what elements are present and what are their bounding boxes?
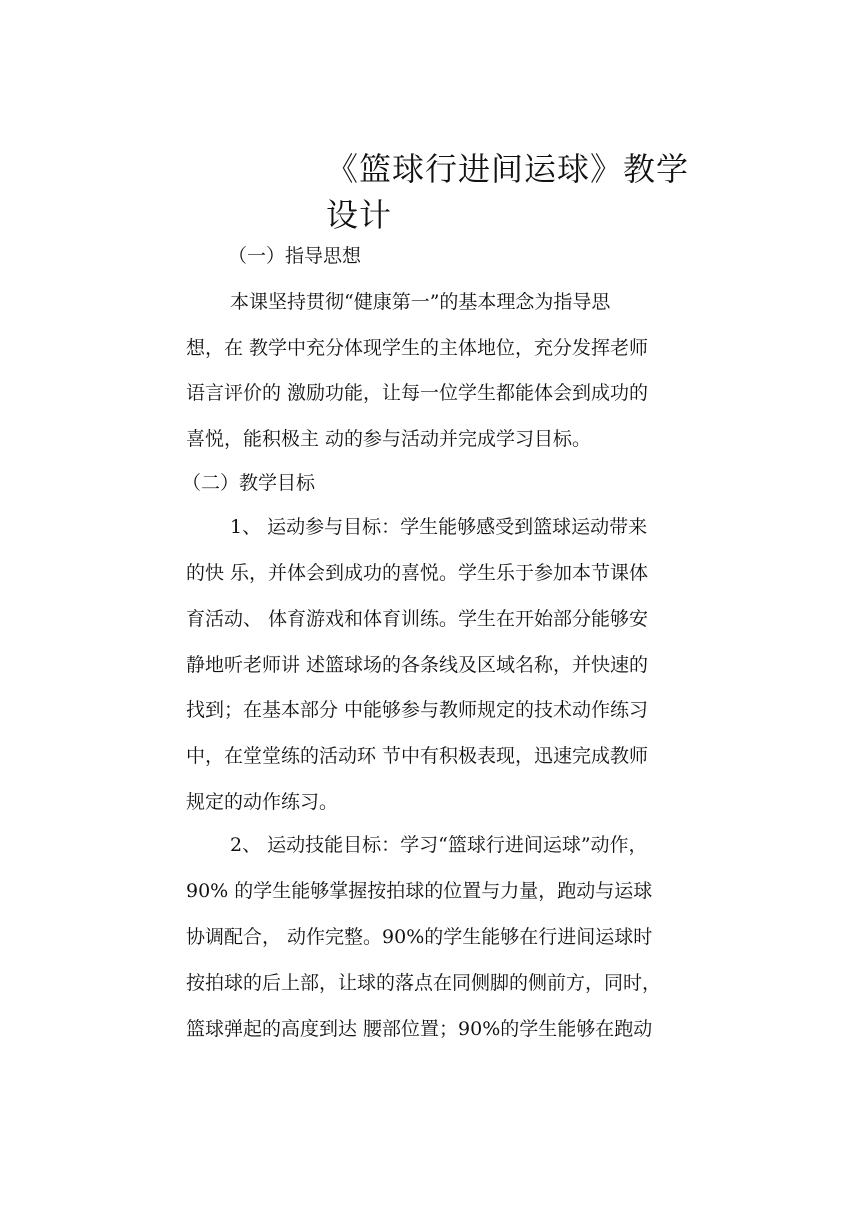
- paragraph-line: 规定的动作练习。: [186, 791, 339, 813]
- paragraph-line: 育活动、 体育游戏和体育训练。学生在开始部分能够安: [186, 608, 649, 630]
- paragraph-line: 的快 乐，并体会到成功的喜悦。学生乐于参加本节课体: [186, 562, 649, 584]
- paragraph-line: 按拍球的后上部，让球的落点在同侧脚的侧前方，同时，: [186, 972, 662, 994]
- paragraph-line: 1、 运动参与目标：学生能够感受到篮球运动带来: [230, 516, 648, 538]
- section-heading-teaching-objectives: （二）教学目标: [182, 472, 316, 494]
- title-line-2: 设计: [326, 196, 393, 234]
- paragraph-line: 语言评价的 激励功能，让每一位学生都能体会到成功的: [186, 382, 649, 404]
- paragraph-line: 篮球弹起的高度到达 腰部位置；90%的学生能够在跑动: [186, 1018, 653, 1040]
- section-heading-guiding-ideology: （一）指导思想: [228, 245, 362, 267]
- paragraph-line: 想，在 教学中充分体现学生的主体地位，充分发挥老师: [186, 337, 649, 359]
- title-line-1: 《篮球行进间运球》教学: [326, 150, 690, 188]
- paragraph-line: 本课坚持贯彻“健康第一”的基本理念为指导思: [230, 291, 611, 313]
- paragraph-line: 喜悦，能积极主 动的参与活动并完成学习目标。: [186, 428, 592, 450]
- paragraph-line: 2、 运动技能目标：学习“篮球行进间运球”动作，: [230, 834, 648, 856]
- document-title: [326, 146, 690, 238]
- paragraph-line: 静地听老师讲 述篮球场的各条线及区域名称，并快速的: [186, 654, 649, 676]
- paragraph-line: 找到；在基本部分 中能够参与教师规定的技术动作练习: [186, 699, 649, 721]
- paragraph-line: 中，在堂堂练的活动环 节中有积极表现，迅速完成教师: [186, 745, 649, 767]
- paragraph-line: 90% 的学生能够掌握按拍球的位置与力量，跑动与运球: [186, 880, 653, 902]
- paragraph-line: 协调配合， 动作完整。90%的学生能够在行进间运球时: [186, 926, 653, 948]
